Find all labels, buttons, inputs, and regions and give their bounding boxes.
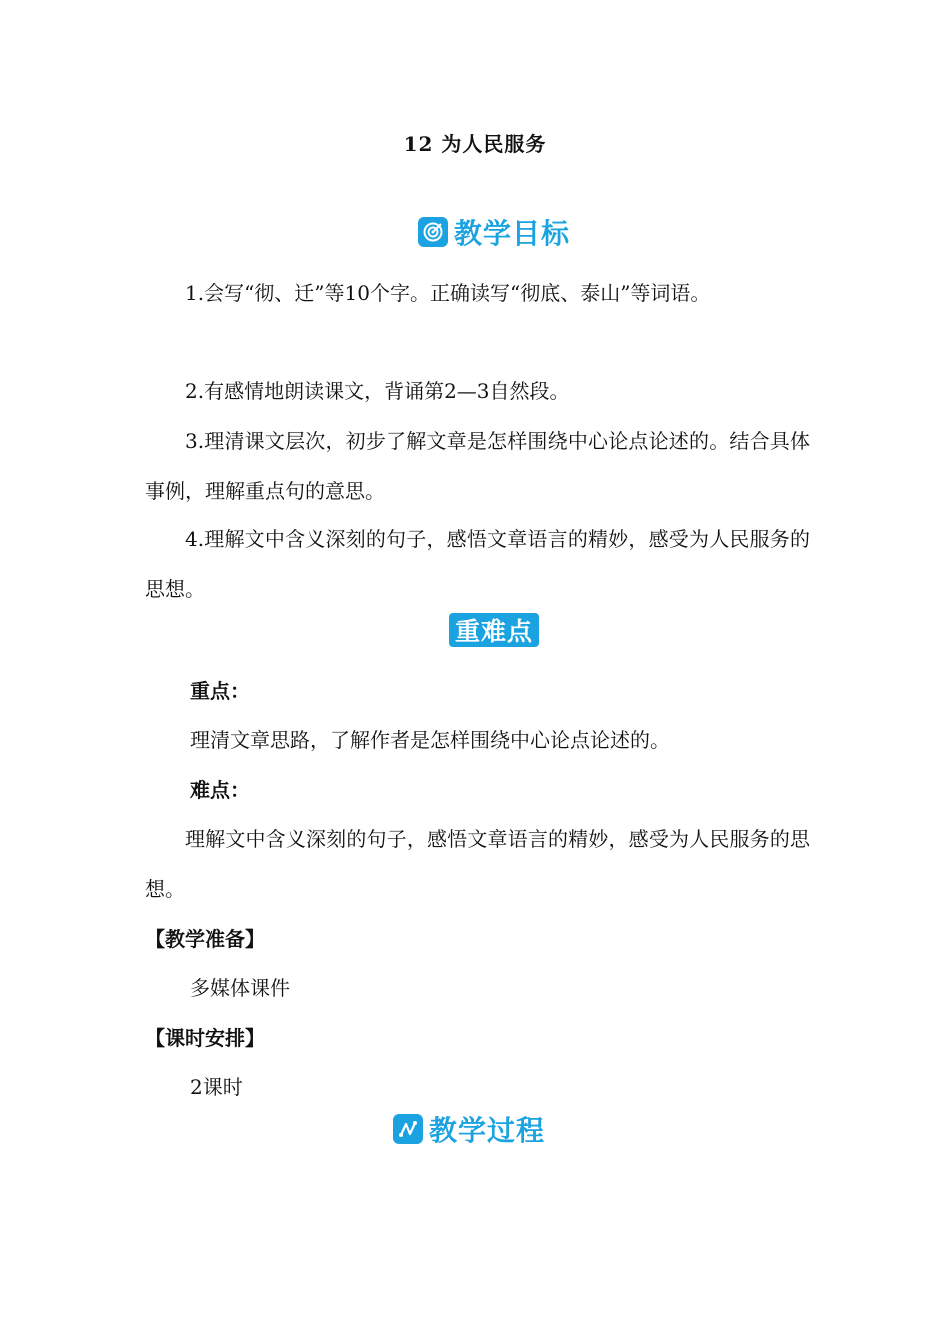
goal-item-4: 4.理解文中含义深刻的句子，感悟文章语言的精妙，感受为人民服务的思想。 [145, 527, 810, 601]
target-icon [418, 217, 448, 247]
process-heading: 教学过程 [429, 1114, 546, 1147]
goals-heading: 教学目标 [454, 217, 571, 250]
prep-text: 多媒体课件 [190, 976, 290, 1000]
schedule-text: 2课时 [190, 1075, 243, 1099]
difficulty-label: 难点： [190, 778, 250, 802]
key-label: 重点： [190, 679, 250, 703]
goal-item-3: 3.理清课文层次，初步了解文章是怎样围绕中心论点论述的。结合具体事例，理解重点句的意思。 [145, 429, 810, 503]
lesson-title: 12 为人民服务 [403, 132, 547, 156]
process-path-icon [393, 1114, 423, 1144]
goal-item-1: 1.会写“彻、迁”等10个字。正确读写“彻底、泰山”等词语。 [185, 281, 711, 305]
difficulty-text: 理解文中含义深刻的句子，感悟文章语言的精妙，感受为人民服务的思想。 [145, 827, 810, 901]
process-banner [393, 1109, 545, 1149]
schedule-heading: 【课时安排】 [145, 1026, 265, 1050]
key-text: 理清文章思路，了解作者是怎样围绕中心论点论述的。 [190, 728, 670, 752]
key-points-banner: 重难点 [449, 613, 539, 647]
goal-item-2: 2.有感情地朗读课文，背诵第2—3自然段。 [185, 379, 570, 403]
prep-heading: 【教学准备】 [145, 927, 265, 951]
goals-banner [418, 212, 570, 252]
